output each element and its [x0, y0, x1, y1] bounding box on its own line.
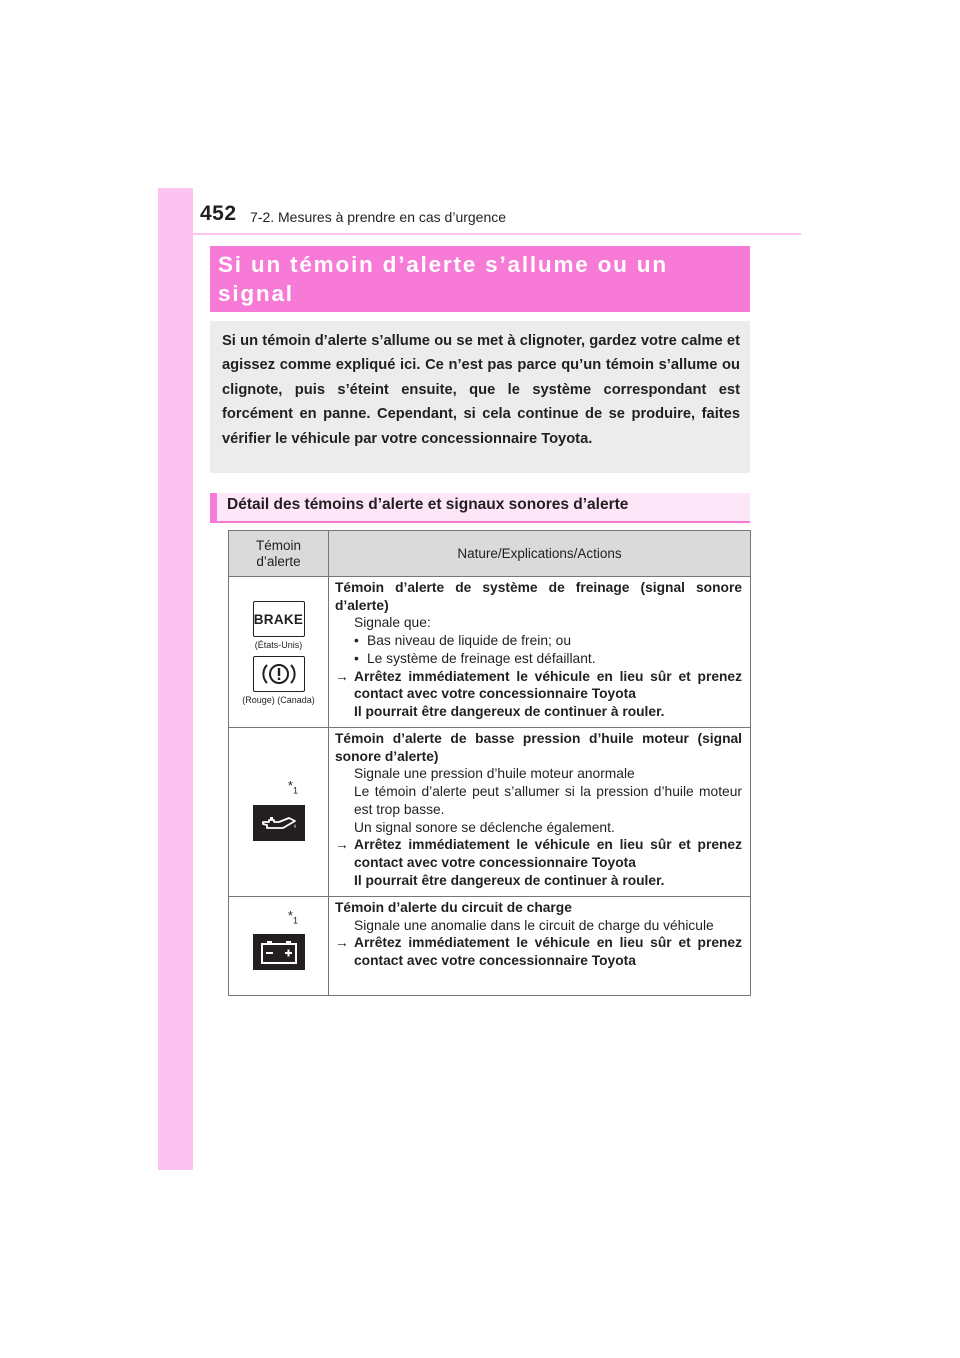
- intro-text: Si un témoin d’alerte s’allume ou se met à clignoter, gardez votre calme et agissez comme expliqué ici. Ce n’est pas parce qu’un témoin s’allume ou clignote, puis s’éteint ensuite, que le système correspondant est forcément en panne. Cependant, si cela continue de se produire, faites vérifier le véhicule par votre concessionnaire Toyota.: [222, 333, 740, 447]
- table-row: [229, 728, 751, 897]
- arrow-icon: →: [335, 837, 349, 853]
- arrow-icon: →: [335, 668, 349, 684]
- icon-cell: [229, 897, 329, 996]
- col-header-warning-light: [229, 531, 329, 577]
- table-row: [229, 897, 751, 996]
- col-header-line: Témoin: [255, 537, 301, 553]
- brake-circle-exclamation-icon: [253, 656, 305, 692]
- row-title: Témoin d’alerte de système de freinage (signal sonore d’alerte): [335, 580, 742, 613]
- page-number: 452: [200, 202, 237, 225]
- subsection-title: Détail des témoins d’alerte et signaux sonores d’alerte: [227, 496, 629, 513]
- row-line: Un signal sonore se déclenche également.: [354, 819, 615, 835]
- row-action-note: Il pourrait être dangereux de continuer à rouler.: [354, 703, 665, 719]
- brake-icon-label: BRAKE: [253, 611, 304, 627]
- footnote-number: 1: [292, 785, 298, 796]
- row-line: Signale que:: [354, 615, 431, 631]
- row-title: Témoin d’alerte du circuit de charge: [335, 900, 572, 915]
- icon-cell: [229, 577, 329, 728]
- page-title: [210, 246, 750, 312]
- oil-can-icon: [253, 805, 305, 841]
- col-header-line: d’alerte: [256, 553, 301, 569]
- intro-box: [210, 321, 750, 473]
- table-header-row: [229, 531, 751, 577]
- caption-usa: (États-Unis): [254, 640, 303, 650]
- row-line: Signale une anomalie dans le circuit de charge du véhicule: [354, 917, 714, 933]
- header-rule: [193, 233, 801, 235]
- row-action: [335, 836, 742, 871]
- row-title: Témoin d’alerte de basse pression d’huile moteur (signal sonore d’alerte): [335, 731, 742, 764]
- subsection-marker: [210, 493, 217, 523]
- side-tab-band: [158, 188, 193, 1170]
- row-bullet-text: Le système de freinage est défaillant.: [367, 650, 596, 666]
- section-breadcrumb: 7-2. Mesures à prendre en cas d’urgence: [250, 209, 507, 225]
- row-line: Signale une pression d’huile moteur anormale: [354, 766, 635, 782]
- warning-lights-table: [228, 530, 751, 996]
- description-cell: [329, 728, 751, 897]
- col-header-nature: Nature/Explications/Actions: [329, 531, 751, 577]
- footnote-marker: [229, 778, 328, 796]
- footnote-star: *: [287, 778, 293, 793]
- row-action-note: Il pourrait être dangereux de continuer à rouler.: [354, 872, 665, 888]
- row-action: [335, 668, 742, 703]
- row-action-text: Arrêtez immédiatement le véhicule en lieu sûr et prenez contact avec votre concessionnaire Toyota: [354, 837, 742, 870]
- description-cell: [329, 897, 751, 996]
- footnote-marker: [229, 908, 328, 926]
- row-bullet: • Bas niveau de liquide de frein; ou: [354, 633, 572, 649]
- subsection-heading: [210, 493, 750, 523]
- brake-text-icon: [253, 601, 305, 637]
- row-action-text: Arrêtez immédiatement le véhicule en lieu sûr et prenez contact avec votre concessionnaire Toyota: [354, 668, 742, 702]
- row-bullet: • Le système de freinage est défaillant.: [354, 650, 596, 666]
- arrow-icon: →: [335, 935, 349, 951]
- page-title-line-1: Si un témoin d’alerte s’allume ou un signal: [218, 252, 668, 306]
- row-action-text: Arrêtez immédiatement le véhicule en lieu sûr et prenez contact avec votre concessionnaire Toyota: [354, 935, 742, 969]
- footnote-star: *: [287, 908, 293, 923]
- battery-icon: [253, 934, 305, 970]
- table-row: [229, 577, 751, 728]
- row-line: Le témoin d’alerte peut s’allumer si la pression d’huile moteur est trop basse.: [354, 784, 742, 817]
- footnote-number: 1: [292, 915, 298, 926]
- description-cell: [329, 577, 751, 728]
- icon-cell: [229, 728, 329, 897]
- caption-canada: (Rouge) (Canada): [242, 695, 315, 705]
- row-bullet-text: Bas niveau de liquide de frein; ou: [367, 633, 572, 649]
- row-action: [335, 934, 742, 969]
